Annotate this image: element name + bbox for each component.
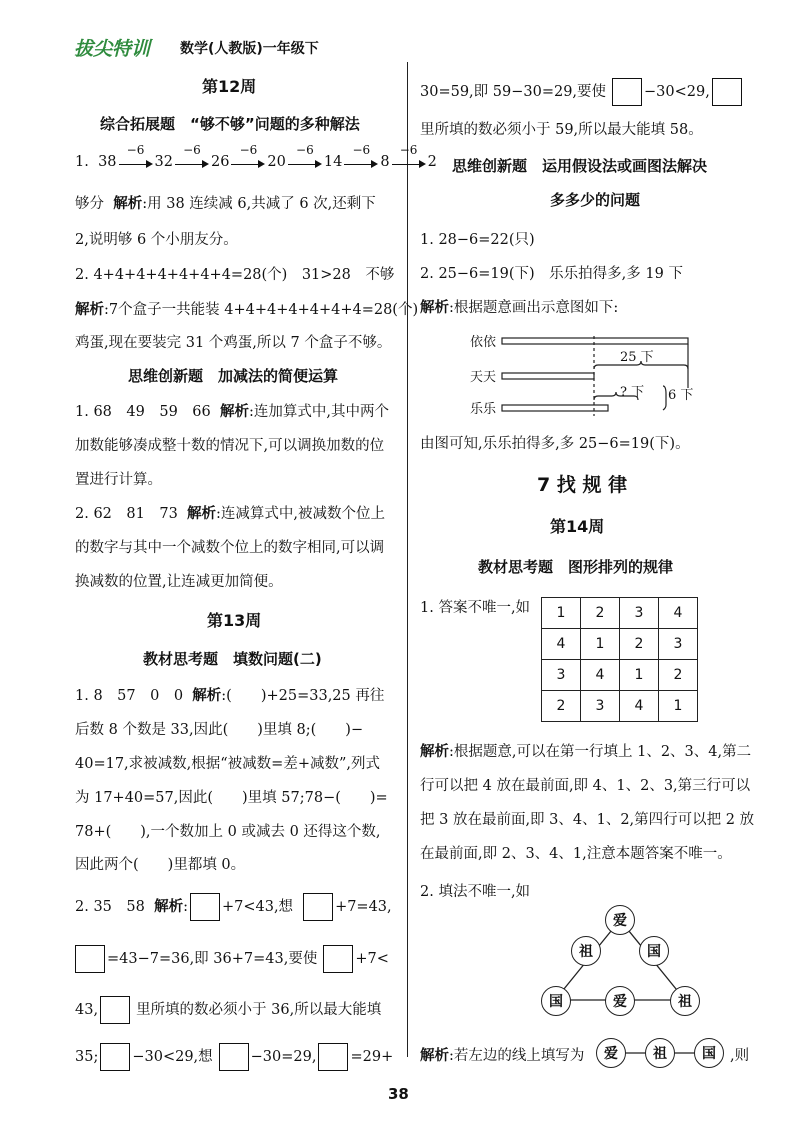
w13-q2-line: 35; −30<29,想 −30=29, =29+ [75, 1043, 393, 1071]
arrow-icon: −6 [390, 152, 428, 172]
circle-char: 祖 [645, 1038, 675, 1068]
q4-analysis-cont: 的数字与其中一个减数个位上的数字相同,可以调 [75, 540, 385, 556]
arrow-icon: −6 [342, 152, 380, 172]
brace-question [594, 392, 638, 400]
circle-char: 国 [541, 986, 571, 1016]
q4-answer: 2. 62 81 73 解析:连减算式中,被减数个位上 [75, 506, 386, 522]
rq2-analysis: 解析:根据题意画出示意图如下: [420, 300, 619, 316]
grid-analysis: 解析:根据题意,可以在第一行填上 1、2、3、4,第二 [420, 744, 752, 760]
blank-box [100, 996, 130, 1024]
grid-analysis-cont: 在最前面,即 2、3、4、1,注意本题答案不唯一。 [420, 846, 732, 862]
label-6: 6 下 [668, 388, 694, 403]
blank-box [190, 893, 220, 921]
triangle-analysis-end: ,则 [730, 1048, 750, 1064]
q4-analysis-cont: 换减数的位置,让连减更加简便。 [75, 574, 283, 590]
blank-box [303, 893, 333, 921]
grid-cell: 4 [659, 598, 698, 629]
w13-q1-line: 40=17,求被减数,根据“被减数=差+减数”,列式 [75, 756, 381, 772]
bar-tiantian [502, 373, 594, 379]
chain-number: 14 [323, 154, 343, 170]
chapter-title: 7 找 规 律 [537, 474, 628, 496]
q2-answer: 2. 4+4+4+4+4+4+4=28(个) 31>28 不够 [75, 267, 395, 283]
section-heading: 教材思考题 填数问题(二) [143, 650, 322, 668]
week-12-title: 第12周 [202, 77, 257, 96]
w13-q2-line: =43−7=36,即 36+7=43,要使 +7< [75, 945, 389, 973]
w13-q2-answer: 2. 35 58 解析: +7<43,想 +7=43, [75, 893, 392, 921]
grid-cell: 1 [620, 660, 659, 691]
grid-question: 1. 答案不唯一,如 [420, 600, 531, 616]
circle-char: 爱 [605, 905, 635, 935]
circle-char: 爱 [605, 986, 635, 1016]
brace-6 [663, 386, 666, 410]
column-divider [407, 62, 408, 1057]
q2-analysis-cont: 鸡蛋,现在要装完 31 个鸡蛋,所以 7 个盒子不够。 [75, 335, 392, 351]
q1-analysis-cont: 2,说明够 6 个小朋友分。 [75, 232, 238, 248]
q3-answer: 1. 68 49 59 66 解析:连加算式中,其中两个 [75, 404, 389, 420]
section-heading: 思维创新题 运用假设法或画图法解决 [452, 157, 708, 175]
blank-box [612, 78, 642, 106]
grid-cell: 4 [581, 660, 620, 691]
arrow-icon: −6 [117, 152, 155, 172]
section-heading: 思维创新题 加减法的简便运算 [128, 367, 339, 385]
diagram-conclusion: 由图可知,乐乐拍得多,多 25−6=19(下)。 [420, 436, 690, 452]
chain-number: 38 [98, 154, 117, 170]
rq2-answer: 2. 25−6=19(下) 乐乐拍得多,多 19 下 [420, 266, 683, 282]
arrow-icon: −6 [229, 152, 267, 172]
grid-cell: 2 [620, 629, 659, 660]
grid-analysis-cont: 把 3 放在最前面,即 3、4、1、2,第四行可以把 2 放 [420, 812, 755, 828]
circle-char: 国 [694, 1038, 724, 1068]
circle-char: 祖 [571, 936, 601, 966]
right-cont-line: 30=59,即 59−30=29,要使 −30<29, [420, 78, 742, 106]
q1-analysis: 够分 解析:用 38 连续减 6,共减了 6 次,还剩下 [75, 196, 376, 212]
rq1-answer: 1. 28−6=22(只) [420, 232, 535, 248]
w13-q1-line: 78+( ),一个数加上 0 或减去 0 还得这个数, [75, 824, 381, 840]
name-tiantian: 天天 [470, 370, 497, 385]
w13-q1-line: 为 17+40=57,因此( )里填 57;78−( )= [75, 790, 388, 806]
arrow-icon: −6 [286, 152, 324, 172]
grid-cell: 1 [659, 691, 698, 722]
grid-cell: 1 [581, 629, 620, 660]
number-grid [541, 597, 698, 722]
grid-cell: 2 [542, 691, 581, 722]
blank-box [323, 945, 353, 973]
chain-number: 20 [267, 154, 286, 170]
circle-char: 国 [639, 936, 669, 966]
section-heading-cont: 多多少的问题 [550, 191, 641, 209]
triangle-analysis: 解析:若左边的线上填写为 [420, 1048, 585, 1064]
grid-cell: 2 [581, 598, 620, 629]
grid-cell: 4 [620, 691, 659, 722]
bar-lele [502, 405, 608, 411]
right-cont-line: 里所填的数必须小于 59,所以最大能填 58。 [420, 122, 703, 138]
w13-q2-line: 43, 里所填的数必须小于 36,所以最大能填 [75, 996, 381, 1024]
grid-analysis-cont: 行可以把 4 放在最前面,即 4、1、2、3,第三行可以 [420, 778, 751, 794]
blank-box [75, 945, 105, 973]
page-number: 38 [388, 1085, 409, 1103]
blank-box [100, 1043, 130, 1071]
brace-25 [594, 361, 688, 369]
q3-analysis-cont: 置进行计算。 [75, 472, 162, 488]
label-25: 25 下 [620, 350, 654, 365]
circle-char: 祖 [670, 986, 700, 1016]
w13-q1-answer: 1. 8 57 0 0 解析:( )+25=33,25 再往 [75, 688, 385, 704]
circle-char: 爱 [596, 1038, 626, 1068]
q3-analysis-cont: 加数能够凑成整十数的情况下,可以调换加数的位 [75, 438, 385, 454]
section-heading: 综合拓展题 “够不够”问题的多种解法 [100, 115, 360, 133]
name-yiyi: 依依 [470, 335, 497, 350]
grid-cell: 3 [581, 691, 620, 722]
q2-analysis: 解析:7个盒子一共能装 4+4+4+4+4+4+4=28(个) [75, 302, 419, 318]
triangle-question: 2. 填法不唯一,如 [420, 884, 531, 900]
arrow-icon: −6 [173, 152, 211, 172]
grid-cell: 3 [542, 660, 581, 691]
week-13-title: 第13周 [207, 611, 262, 630]
grid-cell: 2 [659, 660, 698, 691]
label-question: ? 下 [620, 385, 645, 400]
grid-cell: 3 [620, 598, 659, 629]
comparison-bar-diagram [500, 328, 710, 418]
w13-q1-line: 后数 8 个数是 33,因此( )里填 8;( )− [75, 722, 364, 738]
chain-number: 26 [210, 154, 230, 170]
q1-chain: 1. 38 −6 32 −6 26 −6 20 −6 14 −6 8 −6 2 [75, 143, 437, 170]
section-heading: 教材思考题 图形排列的规律 [478, 558, 674, 576]
brand-logo: 拔尖特训 [74, 38, 151, 60]
grid-cell: 3 [659, 629, 698, 660]
blank-box [219, 1043, 249, 1071]
w13-q1-line: 因此两个( )里都填 0。 [75, 857, 246, 873]
grid-cell: 4 [542, 629, 581, 660]
chain-number: 8 [380, 154, 390, 170]
blank-box [712, 78, 742, 106]
name-lele: 乐乐 [470, 402, 497, 417]
bar-yiyi [502, 338, 688, 344]
week-14-title: 第14周 [550, 517, 605, 536]
grid-cell: 1 [542, 598, 581, 629]
book-subtitle: 数学(人教版)一年级下 [180, 41, 319, 57]
blank-box [318, 1043, 348, 1071]
chain-number: 2 [427, 154, 437, 170]
chain-number: 32 [154, 154, 173, 170]
